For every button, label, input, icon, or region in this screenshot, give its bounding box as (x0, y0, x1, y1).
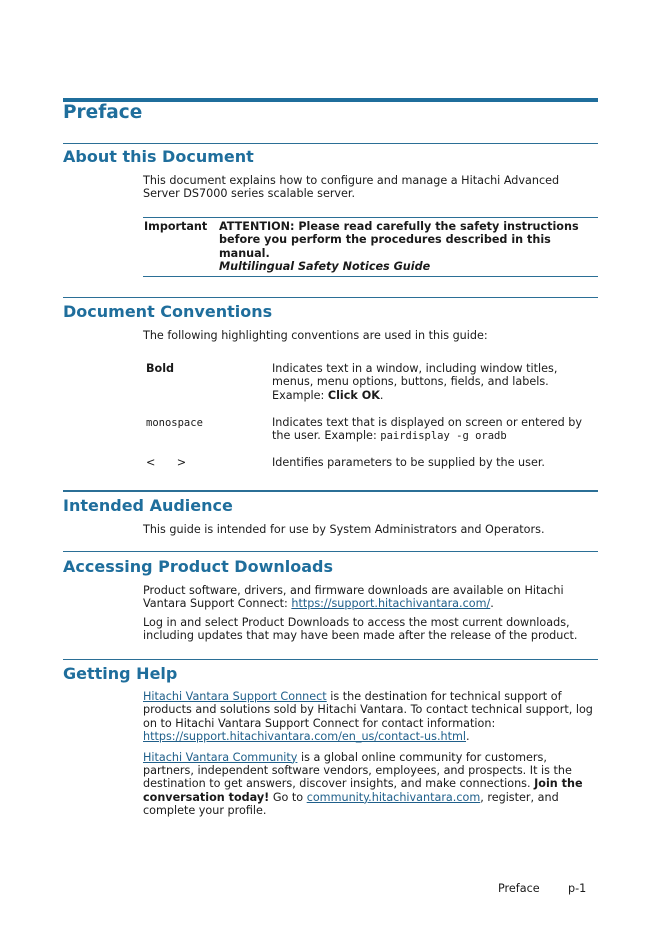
about-heading: About this Document (63, 147, 254, 166)
about-text: This document explains how to configure and manage a Hitachi Advanced Server DS7000 series scalable server. (143, 174, 560, 201)
audience-heading: Intended Audience (63, 496, 233, 515)
page-title: Preface (63, 102, 143, 123)
conventions-heading: Document Conventions (63, 302, 273, 321)
downloads-heading: Accessing Product Downloads (63, 557, 333, 576)
section-divider (63, 659, 598, 660)
contact-us-link[interactable]: https://support.hitachivantara.com/en_us/contact-us.html (143, 730, 467, 744)
section-divider (63, 551, 598, 552)
safety-guide-title: Multilingual Safety Notices Guide (219, 260, 431, 274)
convention-desc: Indicates text that is displayed on screen or entered by the user. Example: pairdisplay -g oradb (272, 416, 583, 443)
conventions-intro: The following highlighting conventions are used in this guide: (143, 329, 488, 342)
important-note (143, 217, 598, 277)
important-label: Important (144, 220, 208, 233)
help-heading: Getting Help (63, 664, 178, 683)
convention-term: < > (146, 456, 187, 469)
audience-text: This guide is intended for use by System Administrators and Operators. (143, 523, 545, 536)
top-rule (63, 98, 598, 102)
section-divider (63, 143, 598, 144)
convention-term: Bold (146, 362, 175, 375)
community-link[interactable]: Hitachi Vantara Community (143, 750, 298, 764)
section-divider (63, 490, 598, 492)
support-link[interactable]: https://support.hitachivantara.com/ (291, 597, 491, 611)
convention-desc: Indicates text in a window, including window titles, menus, menu options, buttons, fields, and labels. Example: Click OK. (272, 362, 558, 402)
section-divider (63, 297, 598, 298)
support-connect-link[interactable]: Hitachi Vantara Support Connect (143, 690, 327, 703)
downloads-text: Product software, drivers, and firmware downloads are available on Hitachi Vantara Support Connect: https://support.hitachivantara.com/. Log in and select Product Downloads to access the most current downloads, including updates that may have been made after the release of the product. (143, 584, 578, 643)
convention-desc: Identifies parameters to be supplied by the user. (272, 456, 545, 469)
footer-page-number: p-1 (568, 882, 587, 895)
footer-section: Preface (498, 882, 540, 895)
convention-term: monospace (146, 417, 203, 429)
community-url-link[interactable]: community.hitachivantara.com (306, 790, 481, 804)
important-text: ATTENTION: Please read carefully the safety instructions before you perform the procedures described in this manual. Multilingual Safety Notices Guide (219, 220, 579, 274)
help-text: Hitachi Vantara Support Connect is the destination for technical support of products and solutions sold by Hitachi Vantara. To contact technical support, log on to Hitachi Vantara Support Connect for contact information: https://support.hitachivantara.com/en_us/contact-us.html. Hitachi Vantara Community is a global online community for customers, partners, independent software vendors, employees, and prospects. It is the destination to get answers, discover insights, and make connections. Join the conversation today! Go to community.hitachivantara.com, register, and complete your profile. (143, 690, 593, 818)
